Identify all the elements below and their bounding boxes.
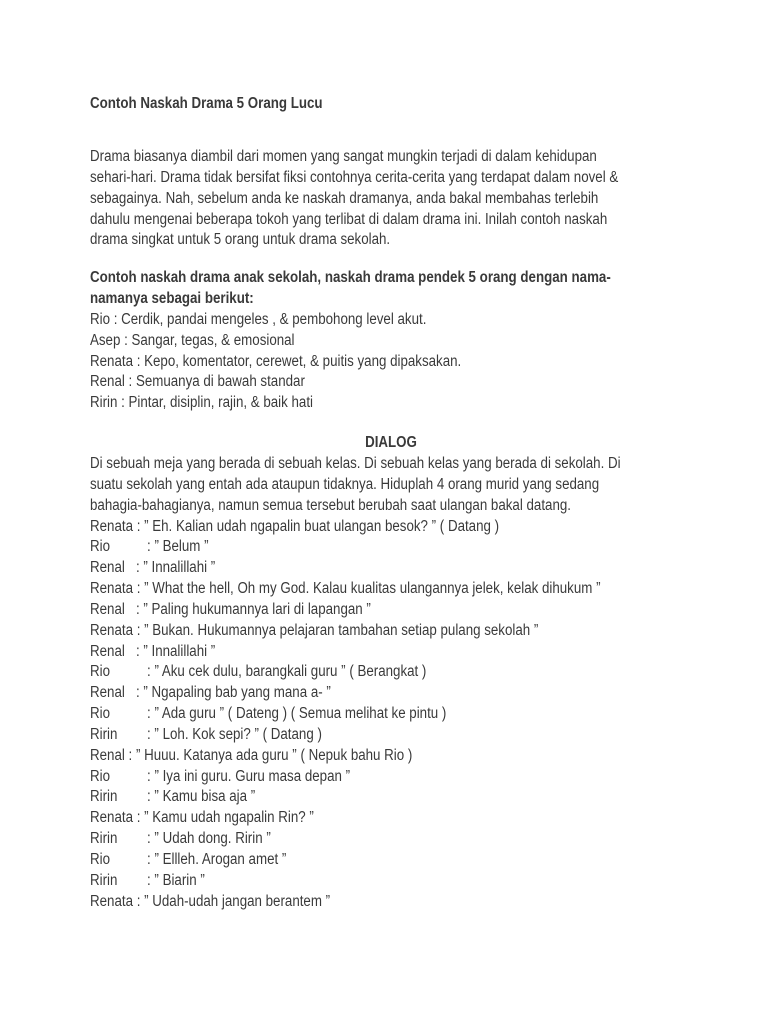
setting-paragraph: [90, 454, 692, 517]
dialog-line: Renata : ” What the hell, Oh my God. Kalau kualitas ulangannya jelek, kelak dihukum ”: [90, 580, 601, 598]
cast-item: Renata : Kepo, komentator, cerewet, & puitis yang dipaksakan.: [90, 352, 462, 370]
cast-item: Rio : Cerdik, pandai mengeles , & pembohong level akut.: [90, 310, 427, 328]
text-line: dahulu mengenai beberapa tokoh yang terlibat di dalam drama ini. Inilah contoh naskah: [90, 210, 608, 228]
text-line: suatu sekolah yang entah ada ataupun tidaknya. Hiduplah 4 orang murid yang sedang: [90, 475, 600, 493]
text-line: sebagainya. Nah, sebelum anda ke naskah dramanya, anda bakal membahas terlebih: [90, 189, 599, 207]
dialog-line: Rio : ” Iya ini guru. Guru masa depan ”: [90, 767, 351, 785]
text-line: bahagia-bahagianya, namun semua tersebut berubah saat ulangan bakal datang.: [90, 496, 571, 514]
document-page: [90, 94, 692, 913]
text-line: Contoh naskah drama anak sekolah, naskah drama pendek 5 orang dengan nama-: [90, 269, 611, 287]
intro-paragraph: [90, 147, 692, 251]
text-line: Di sebuah meja yang berada di sebuah kelas. Di sebuah kelas yang berada di sekolah. Di: [90, 454, 621, 472]
dialog-line: Renal : ” Innalillahi ”: [90, 559, 216, 577]
text-line: drama singkat untuk 5 orang untuk drama sekolah.: [90, 231, 391, 249]
dialog-line: Rio : ” Ada guru ” ( Dateng ) ( Semua melihat ke pintu ): [90, 705, 447, 723]
dialog-line: Rio : ” Ellleh. Arogan amet ”: [90, 851, 287, 868]
dialog-line: Renal : ” Huuu. Katanya ada guru ” ( Nepuk bahu Rio ): [90, 746, 413, 764]
text-line: Drama biasanya diambil dari momen yang sangat mungkin terjadi di dalam kehidupan: [90, 148, 597, 165]
dialog-line: Rio : ” Aku cek dulu, barangkali guru ” ( Berangkat ): [90, 663, 427, 681]
dialog-line: Renal : ” Paling hukumannya lari di lapangan ”: [90, 600, 371, 618]
dialog-line: Rio : ” Belum ”: [90, 538, 209, 556]
dialog-lines: [90, 517, 692, 913]
dialog-heading: DIALOG: [365, 434, 417, 452]
document-title: Contoh Naskah Drama 5 Orang Lucu: [90, 95, 323, 112]
dialog-line: Ririn : ” Udah dong. Ririn ”: [90, 830, 271, 848]
dialog-line: Renal : ” Ngapaling bab yang mana a- ”: [90, 684, 331, 702]
text-line: namanya sebagai berikut:: [90, 290, 254, 308]
dialog-line: Ririn : ” Loh. Kok sepi? ” ( Datang ): [90, 725, 322, 743]
cast-item: Renal : Semuanya di bawah standar: [90, 373, 305, 391]
dialog-line: Renata : ” Bukan. Hukumannya pelajaran tambahan setiap pulang sekolah ”: [90, 621, 539, 639]
dialog-line: Renata : ” Kamu udah ngapalin Rin? ”: [90, 809, 314, 827]
text-line: sehari-hari. Drama tidak bersifat fiksi contohnya cerita-cerita yang terdapat dalam novel &: [90, 168, 619, 186]
dialog-line: Renal : ” Innalillahi ”: [90, 642, 216, 660]
dialog-line: Ririn : ” Biarin ”: [90, 871, 205, 889]
cast-item: Asep : Sangar, tegas, & emosional: [90, 331, 295, 349]
dialog-line: Renata : ” Eh. Kalian udah ngapalin buat ulangan besok? ” ( Datang ): [90, 517, 500, 535]
cast-heading: [90, 268, 692, 310]
dialog-line: Renata : ” Udah-udah jangan berantem ”: [90, 892, 331, 910]
cast-list: [90, 310, 692, 414]
dialog-line: Ririn : ” Kamu bisa aja ”: [90, 788, 256, 806]
cast-item: Ririn : Pintar, disiplin, rajin, & baik hati: [90, 394, 314, 412]
